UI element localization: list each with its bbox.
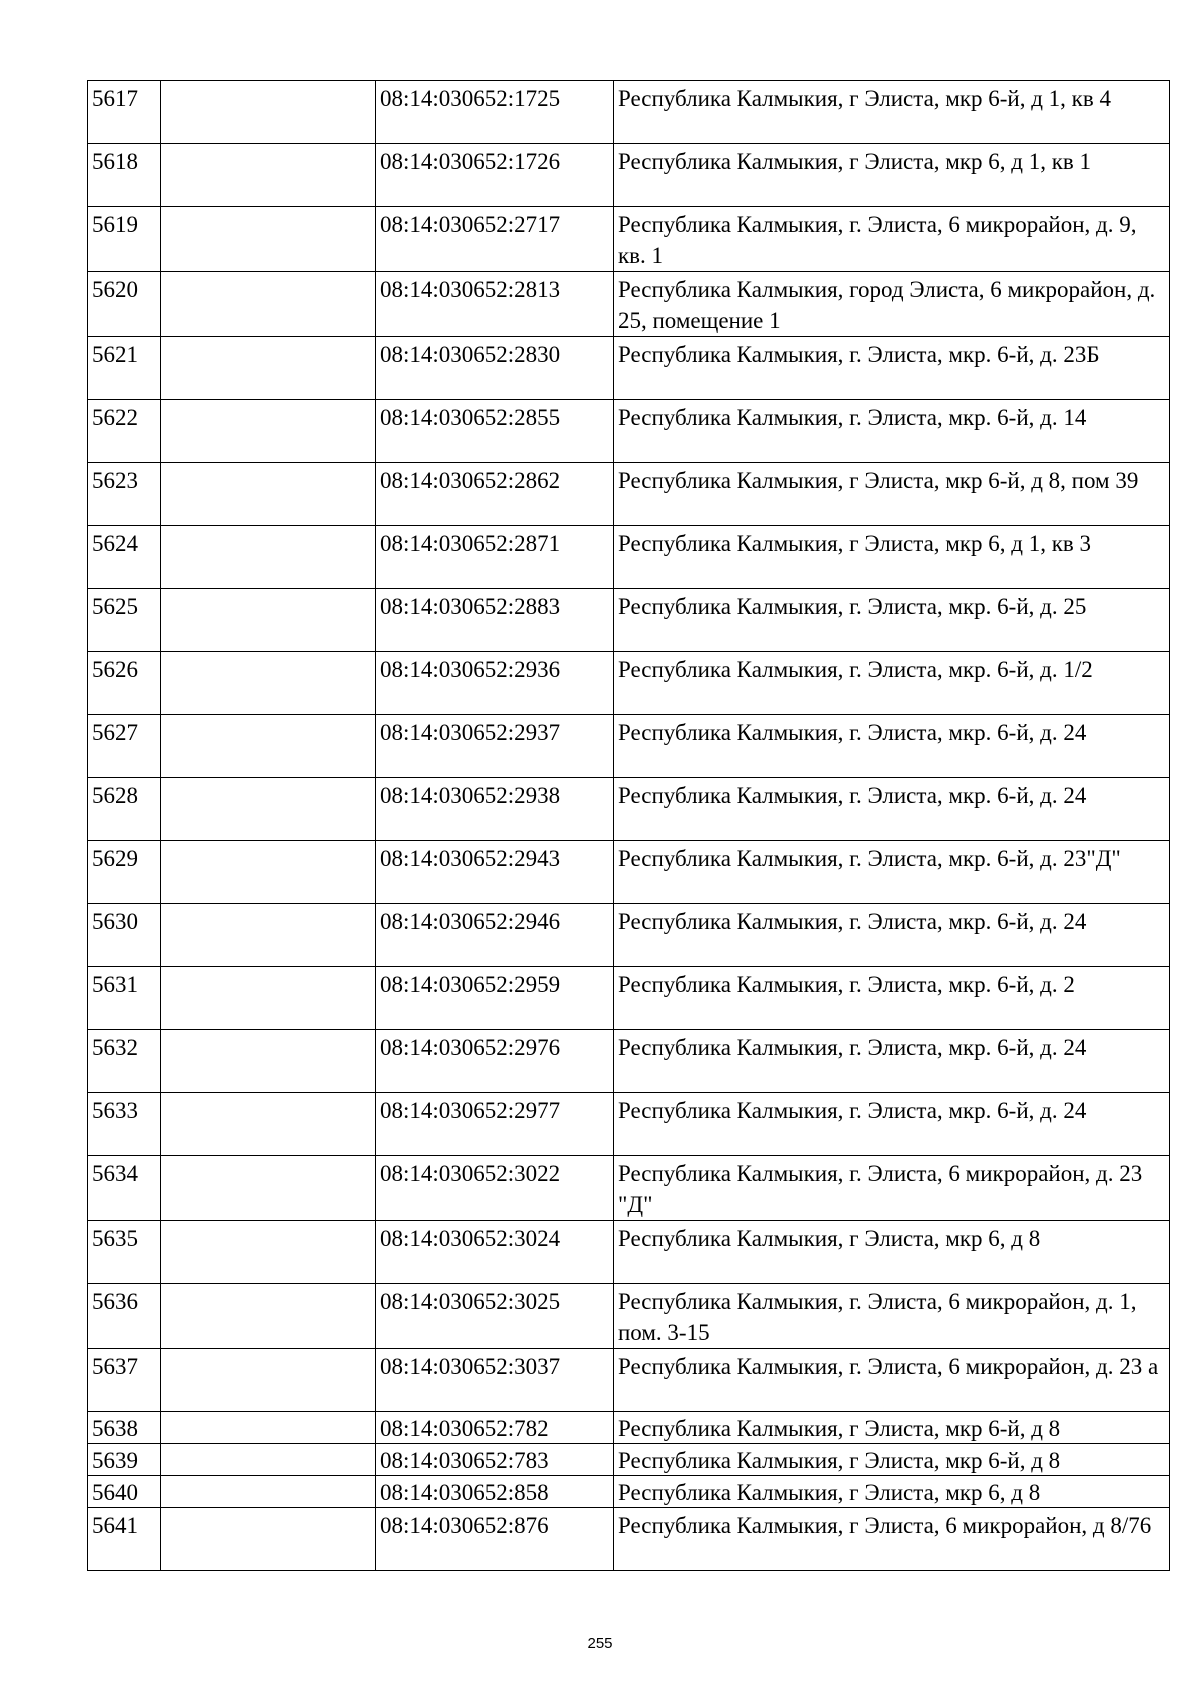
row-number-cell: 5629: [88, 841, 161, 904]
owner-cell: [161, 1349, 376, 1412]
table-row: [88, 904, 1170, 967]
row-number-cell: 5627: [88, 715, 161, 778]
address-cell: Республика Калмыкия, г. Элиста, мкр. 6-й, д. 24: [614, 904, 1170, 967]
cadastral-number-cell: 08:14:030652:2883: [376, 589, 614, 652]
row-number-cell: 5628: [88, 778, 161, 841]
table-row: [88, 589, 1170, 652]
table-row: [88, 1030, 1170, 1093]
row-number-cell: 5641: [88, 1508, 161, 1571]
row-number-cell: 5631: [88, 967, 161, 1030]
property-registry-table: [87, 80, 1170, 1571]
address-cell: Республика Калмыкия, г Элиста, 6 микрорайон, д 8/76: [614, 1508, 1170, 1571]
table-row: [88, 144, 1170, 207]
cadastral-number-cell: 08:14:030652:3025: [376, 1284, 614, 1349]
owner-cell: [161, 463, 376, 526]
row-number-cell: 5625: [88, 589, 161, 652]
owner-cell: [161, 904, 376, 967]
owner-cell: [161, 207, 376, 272]
cadastral-number-cell: 08:14:030652:1726: [376, 144, 614, 207]
table-row: [88, 1508, 1170, 1571]
table-row: [88, 715, 1170, 778]
address-cell: Республика Калмыкия, г. Элиста, мкр. 6-й, д. 24: [614, 1093, 1170, 1156]
row-number-cell: 5618: [88, 144, 161, 207]
row-number-cell: 5621: [88, 337, 161, 400]
table-row: [88, 967, 1170, 1030]
table-row: [88, 778, 1170, 841]
row-number-cell: 5633: [88, 1093, 161, 1156]
owner-cell: [161, 272, 376, 337]
row-number-cell: 5630: [88, 904, 161, 967]
row-number-cell: 5624: [88, 526, 161, 589]
address-cell: Республика Калмыкия, г. Элиста, мкр. 6-й, д. 24: [614, 1030, 1170, 1093]
address-cell: Республика Калмыкия, г Элиста, мкр 6, д 8: [614, 1221, 1170, 1284]
row-number-cell: 5620: [88, 272, 161, 337]
address-cell: Республика Калмыкия, г. Элиста, мкр. 6-й, д. 1/2: [614, 652, 1170, 715]
owner-cell: [161, 1412, 376, 1444]
owner-cell: [161, 715, 376, 778]
table-row: [88, 81, 1170, 144]
address-cell: Республика Калмыкия, г. Элиста, мкр. 6-й, д. 2: [614, 967, 1170, 1030]
table-row: [88, 526, 1170, 589]
owner-cell: [161, 652, 376, 715]
owner-cell: [161, 1030, 376, 1093]
row-number-cell: 5637: [88, 1349, 161, 1412]
table-row: [88, 337, 1170, 400]
owner-cell: [161, 337, 376, 400]
table-row: [88, 1444, 1170, 1476]
table-row: [88, 841, 1170, 904]
owner-cell: [161, 1444, 376, 1476]
cadastral-number-cell: 08:14:030652:2936: [376, 652, 614, 715]
table-row: [88, 1093, 1170, 1156]
owner-cell: [161, 589, 376, 652]
owner-cell: [161, 81, 376, 144]
address-cell: Республика Калмыкия, г Элиста, мкр 6-й, д 8: [614, 1412, 1170, 1444]
address-cell: Республика Калмыкия, г. Элиста, 6 микрорайон, д. 9, кв. 1: [614, 207, 1170, 272]
cadastral-number-cell: 08:14:030652:2717: [376, 207, 614, 272]
address-cell: Республика Калмыкия, г. Элиста, мкр. 6-й, д. 23"Д": [614, 841, 1170, 904]
table-row: [88, 1476, 1170, 1508]
owner-cell: [161, 841, 376, 904]
table-row: [88, 652, 1170, 715]
page-number: 255: [587, 1635, 613, 1652]
address-cell: Республика Калмыкия, г. Элиста, мкр. 6-й, д. 24: [614, 715, 1170, 778]
row-number-cell: 5636: [88, 1284, 161, 1349]
owner-cell: [161, 144, 376, 207]
owner-cell: [161, 1093, 376, 1156]
table-row: [88, 1221, 1170, 1284]
table-row: [88, 207, 1170, 272]
table-row: [88, 1349, 1170, 1412]
address-cell: Республика Калмыкия, г. Элиста, мкр. 6-й, д. 14: [614, 400, 1170, 463]
owner-cell: [161, 1284, 376, 1349]
cadastral-number-cell: 08:14:030652:2959: [376, 967, 614, 1030]
cadastral-number-cell: 08:14:030652:782: [376, 1412, 614, 1444]
owner-cell: [161, 1508, 376, 1571]
table-row: [88, 400, 1170, 463]
owner-cell: [161, 1476, 376, 1508]
cadastral-number-cell: 08:14:030652:876: [376, 1508, 614, 1571]
cadastral-number-cell: 08:14:030652:3022: [376, 1156, 614, 1221]
table-row: [88, 1412, 1170, 1444]
cadastral-number-cell: 08:14:030652:2943: [376, 841, 614, 904]
row-number-cell: 5632: [88, 1030, 161, 1093]
cadastral-number-cell: 08:14:030652:3024: [376, 1221, 614, 1284]
address-cell: Республика Калмыкия, г Элиста, мкр 6-й, д 1, кв 4: [614, 81, 1170, 144]
table-row: [88, 1156, 1170, 1221]
row-number-cell: 5640: [88, 1476, 161, 1508]
address-cell: Республика Калмыкия, г. Элиста, 6 микрорайон, д. 23 "Д": [614, 1156, 1170, 1221]
address-cell: Республика Калмыкия, г. Элиста, мкр. 6-й, д. 25: [614, 589, 1170, 652]
table-row: [88, 272, 1170, 337]
row-number-cell: 5635: [88, 1221, 161, 1284]
address-cell: Республика Калмыкия, г Элиста, мкр 6-й, д 8, пом 39: [614, 463, 1170, 526]
address-cell: Республика Калмыкия, г. Элиста, мкр. 6-й, д. 24: [614, 778, 1170, 841]
address-cell: Республика Калмыкия, г Элиста, мкр 6-й, д 8: [614, 1444, 1170, 1476]
cadastral-number-cell: 08:14:030652:2813: [376, 272, 614, 337]
row-number-cell: 5619: [88, 207, 161, 272]
cadastral-number-cell: 08:14:030652:2977: [376, 1093, 614, 1156]
owner-cell: [161, 778, 376, 841]
address-cell: Республика Калмыкия, город Элиста, 6 микрорайон, д. 25, помещение 1: [614, 272, 1170, 337]
cadastral-number-cell: 08:14:030652:783: [376, 1444, 614, 1476]
row-number-cell: 5623: [88, 463, 161, 526]
cadastral-number-cell: 08:14:030652:2938: [376, 778, 614, 841]
owner-cell: [161, 967, 376, 1030]
owner-cell: [161, 1156, 376, 1221]
address-cell: Республика Калмыкия, г. Элиста, 6 микрорайон, д. 1, пом. 3-15: [614, 1284, 1170, 1349]
table-row: [88, 463, 1170, 526]
cadastral-number-cell: 08:14:030652:2830: [376, 337, 614, 400]
row-number-cell: 5634: [88, 1156, 161, 1221]
address-cell: Республика Калмыкия, г. Элиста, 6 микрорайон, д. 23 а: [614, 1349, 1170, 1412]
row-number-cell: 5626: [88, 652, 161, 715]
cadastral-number-cell: 08:14:030652:2946: [376, 904, 614, 967]
cadastral-number-cell: 08:14:030652:2937: [376, 715, 614, 778]
row-number-cell: 5622: [88, 400, 161, 463]
table-row: [88, 1284, 1170, 1349]
cadastral-number-cell: 08:14:030652:3037: [376, 1349, 614, 1412]
address-cell: Республика Калмыкия, г. Элиста, мкр. 6-й, д. 23Б: [614, 337, 1170, 400]
row-number-cell: 5638: [88, 1412, 161, 1444]
cadastral-number-cell: 08:14:030652:2862: [376, 463, 614, 526]
cadastral-number-cell: 08:14:030652:858: [376, 1476, 614, 1508]
owner-cell: [161, 400, 376, 463]
cadastral-number-cell: 08:14:030652:2855: [376, 400, 614, 463]
cadastral-number-cell: 08:14:030652:2871: [376, 526, 614, 589]
owner-cell: [161, 1221, 376, 1284]
cadastral-number-cell: 08:14:030652:2976: [376, 1030, 614, 1093]
owner-cell: [161, 526, 376, 589]
cadastral-number-cell: 08:14:030652:1725: [376, 81, 614, 144]
address-cell: Республика Калмыкия, г Элиста, мкр 6, д 1, кв 3: [614, 526, 1170, 589]
row-number-cell: 5617: [88, 81, 161, 144]
address-cell: Республика Калмыкия, г Элиста, мкр 6, д 8: [614, 1476, 1170, 1508]
registry-table-body: [88, 81, 1170, 1571]
row-number-cell: 5639: [88, 1444, 161, 1476]
address-cell: Республика Калмыкия, г Элиста, мкр 6, д 1, кв 1: [614, 144, 1170, 207]
